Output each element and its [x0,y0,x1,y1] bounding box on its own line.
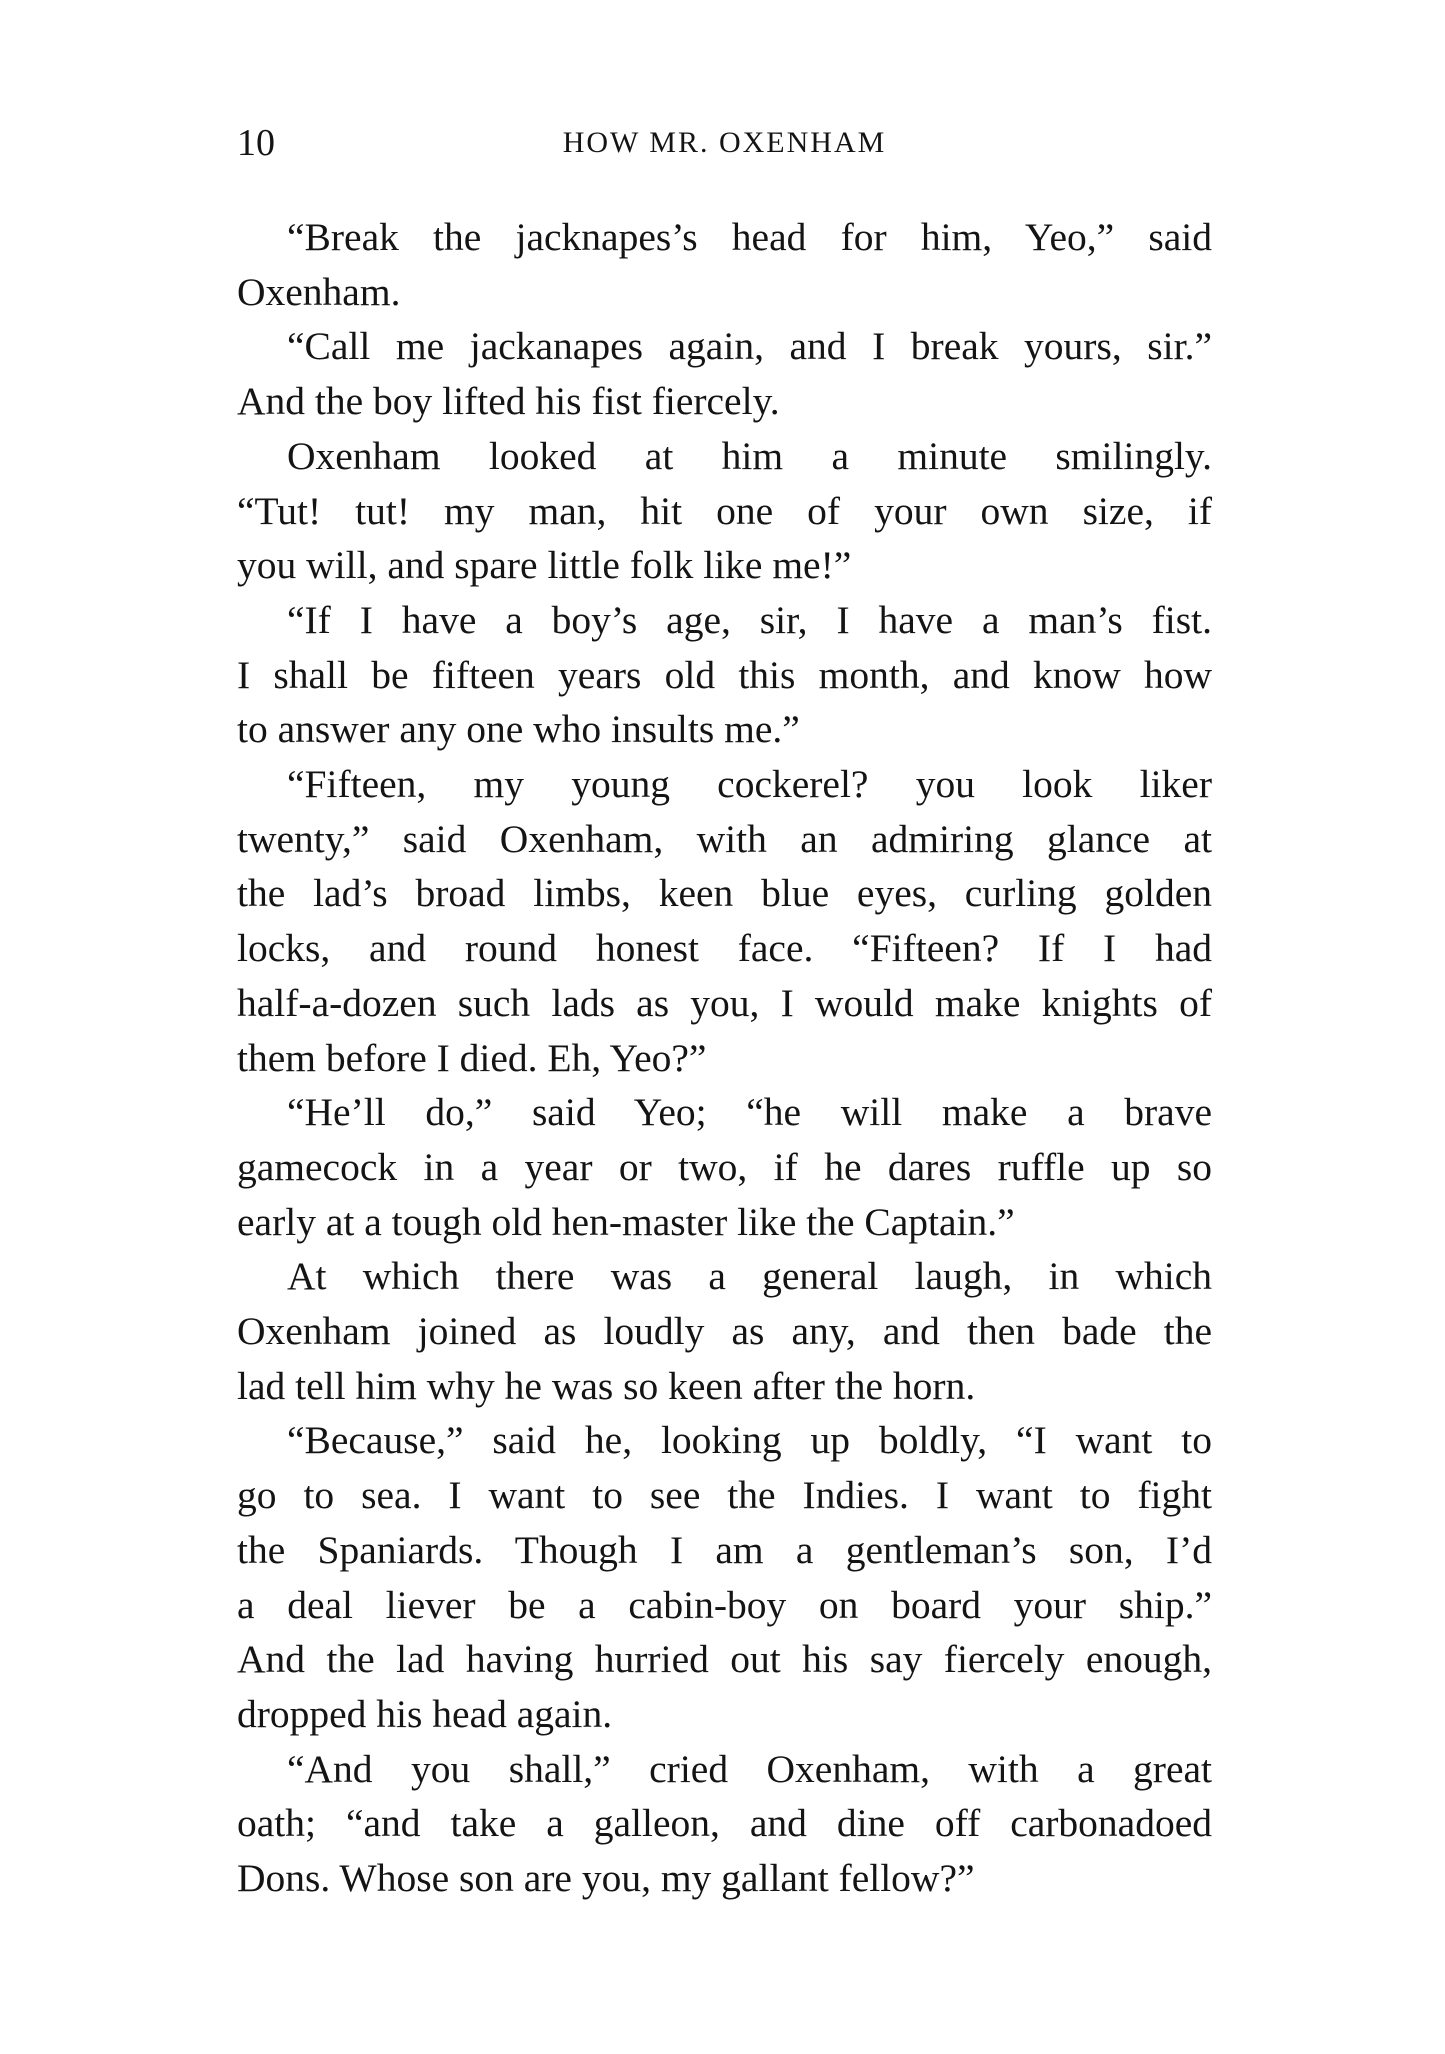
paragraph [237,1249,1212,1413]
page-number: 10 [237,122,275,164]
text-line: you will, and spare little folk like me!” [237,543,852,588]
text-line: the lad’s broad limbs, keen blue eyes, curling golden [237,871,1212,916]
text-line: Dons. Whose son are you, my gallant fellow?” [237,1856,975,1901]
text-line: half-a-dozen such lads as you, I would make knights of [237,980,1212,1025]
text-line: early at a tough old hen-master like the Captain.” [237,1199,1015,1244]
text-line: “Tut! tut! my man, hit one of your own size, if [237,488,1212,533]
text-line: “Fifteen, my young cockerel? you look liker [287,762,1212,807]
paragraph [237,593,1212,757]
paragraph [237,1085,1212,1249]
text-line: “Because,” said he, looking up boldly, “I want to [287,1418,1212,1463]
text-line: Oxenham looked at him a minute smilingly. [287,433,1212,478]
text-line: twenty,” said Oxenham, with an admiring glance at [237,816,1212,861]
page-header [237,118,1212,168]
text-line: Oxenham. [237,269,401,314]
text-line: “He’ll do,” said Yeo; “he will make a brave [287,1090,1212,1135]
text-line: go to sea. I want to see the Indies. I want to fight [237,1473,1212,1518]
text-line: “And you shall,” cried Oxenham, with a great [287,1746,1212,1791]
text-line: the Spaniards. Though I am a gentleman’s son, I’d [237,1527,1212,1572]
body-text [237,210,1212,1906]
paragraph [237,757,1212,1085]
text-line: “Break the jacknapes’s head for him, Yeo,” said [287,215,1212,259]
text-line: dropped his head again. [237,1691,613,1736]
paragraph [237,1413,1212,1741]
text-line: a deal liever be a cabin-boy on board your ship.” [237,1582,1212,1627]
text-line: And the boy lifted his fist fiercely. [237,379,780,424]
text-line: oath; “and take a galleon, and dine off carbonadoed [237,1801,1212,1846]
text-line: “Call me jackanapes again, and I break yours, sir.” [287,324,1212,369]
paragraph [237,319,1212,428]
paragraph [237,429,1212,593]
running-head: HOW MR. OXENHAM [562,126,887,159]
text-line: “If I have a boy’s age, sir, I have a man’s fist. [287,597,1212,642]
text-line: to answer any one who insults me.” [237,707,800,752]
text-line: gamecock in a year or two, if he dares ruffle up so [237,1144,1212,1189]
text-line: And the lad having hurried out his say fiercely enough, [237,1637,1212,1682]
paragraph [237,210,1212,319]
text-line: Oxenham joined as loudly as any, and then bade the [237,1309,1212,1354]
text-line: At which there was a general laugh, in which [287,1254,1212,1299]
text-line: I shall be fifteen years old this month, and know how [237,652,1212,697]
paragraph [237,1742,1212,1906]
text-line: lad tell him why he was so keen after the horn. [237,1363,976,1408]
text-line: locks, and round honest face. “Fifteen? If I had [237,926,1212,971]
text-line: them before I died. Eh, Yeo?” [237,1035,707,1080]
